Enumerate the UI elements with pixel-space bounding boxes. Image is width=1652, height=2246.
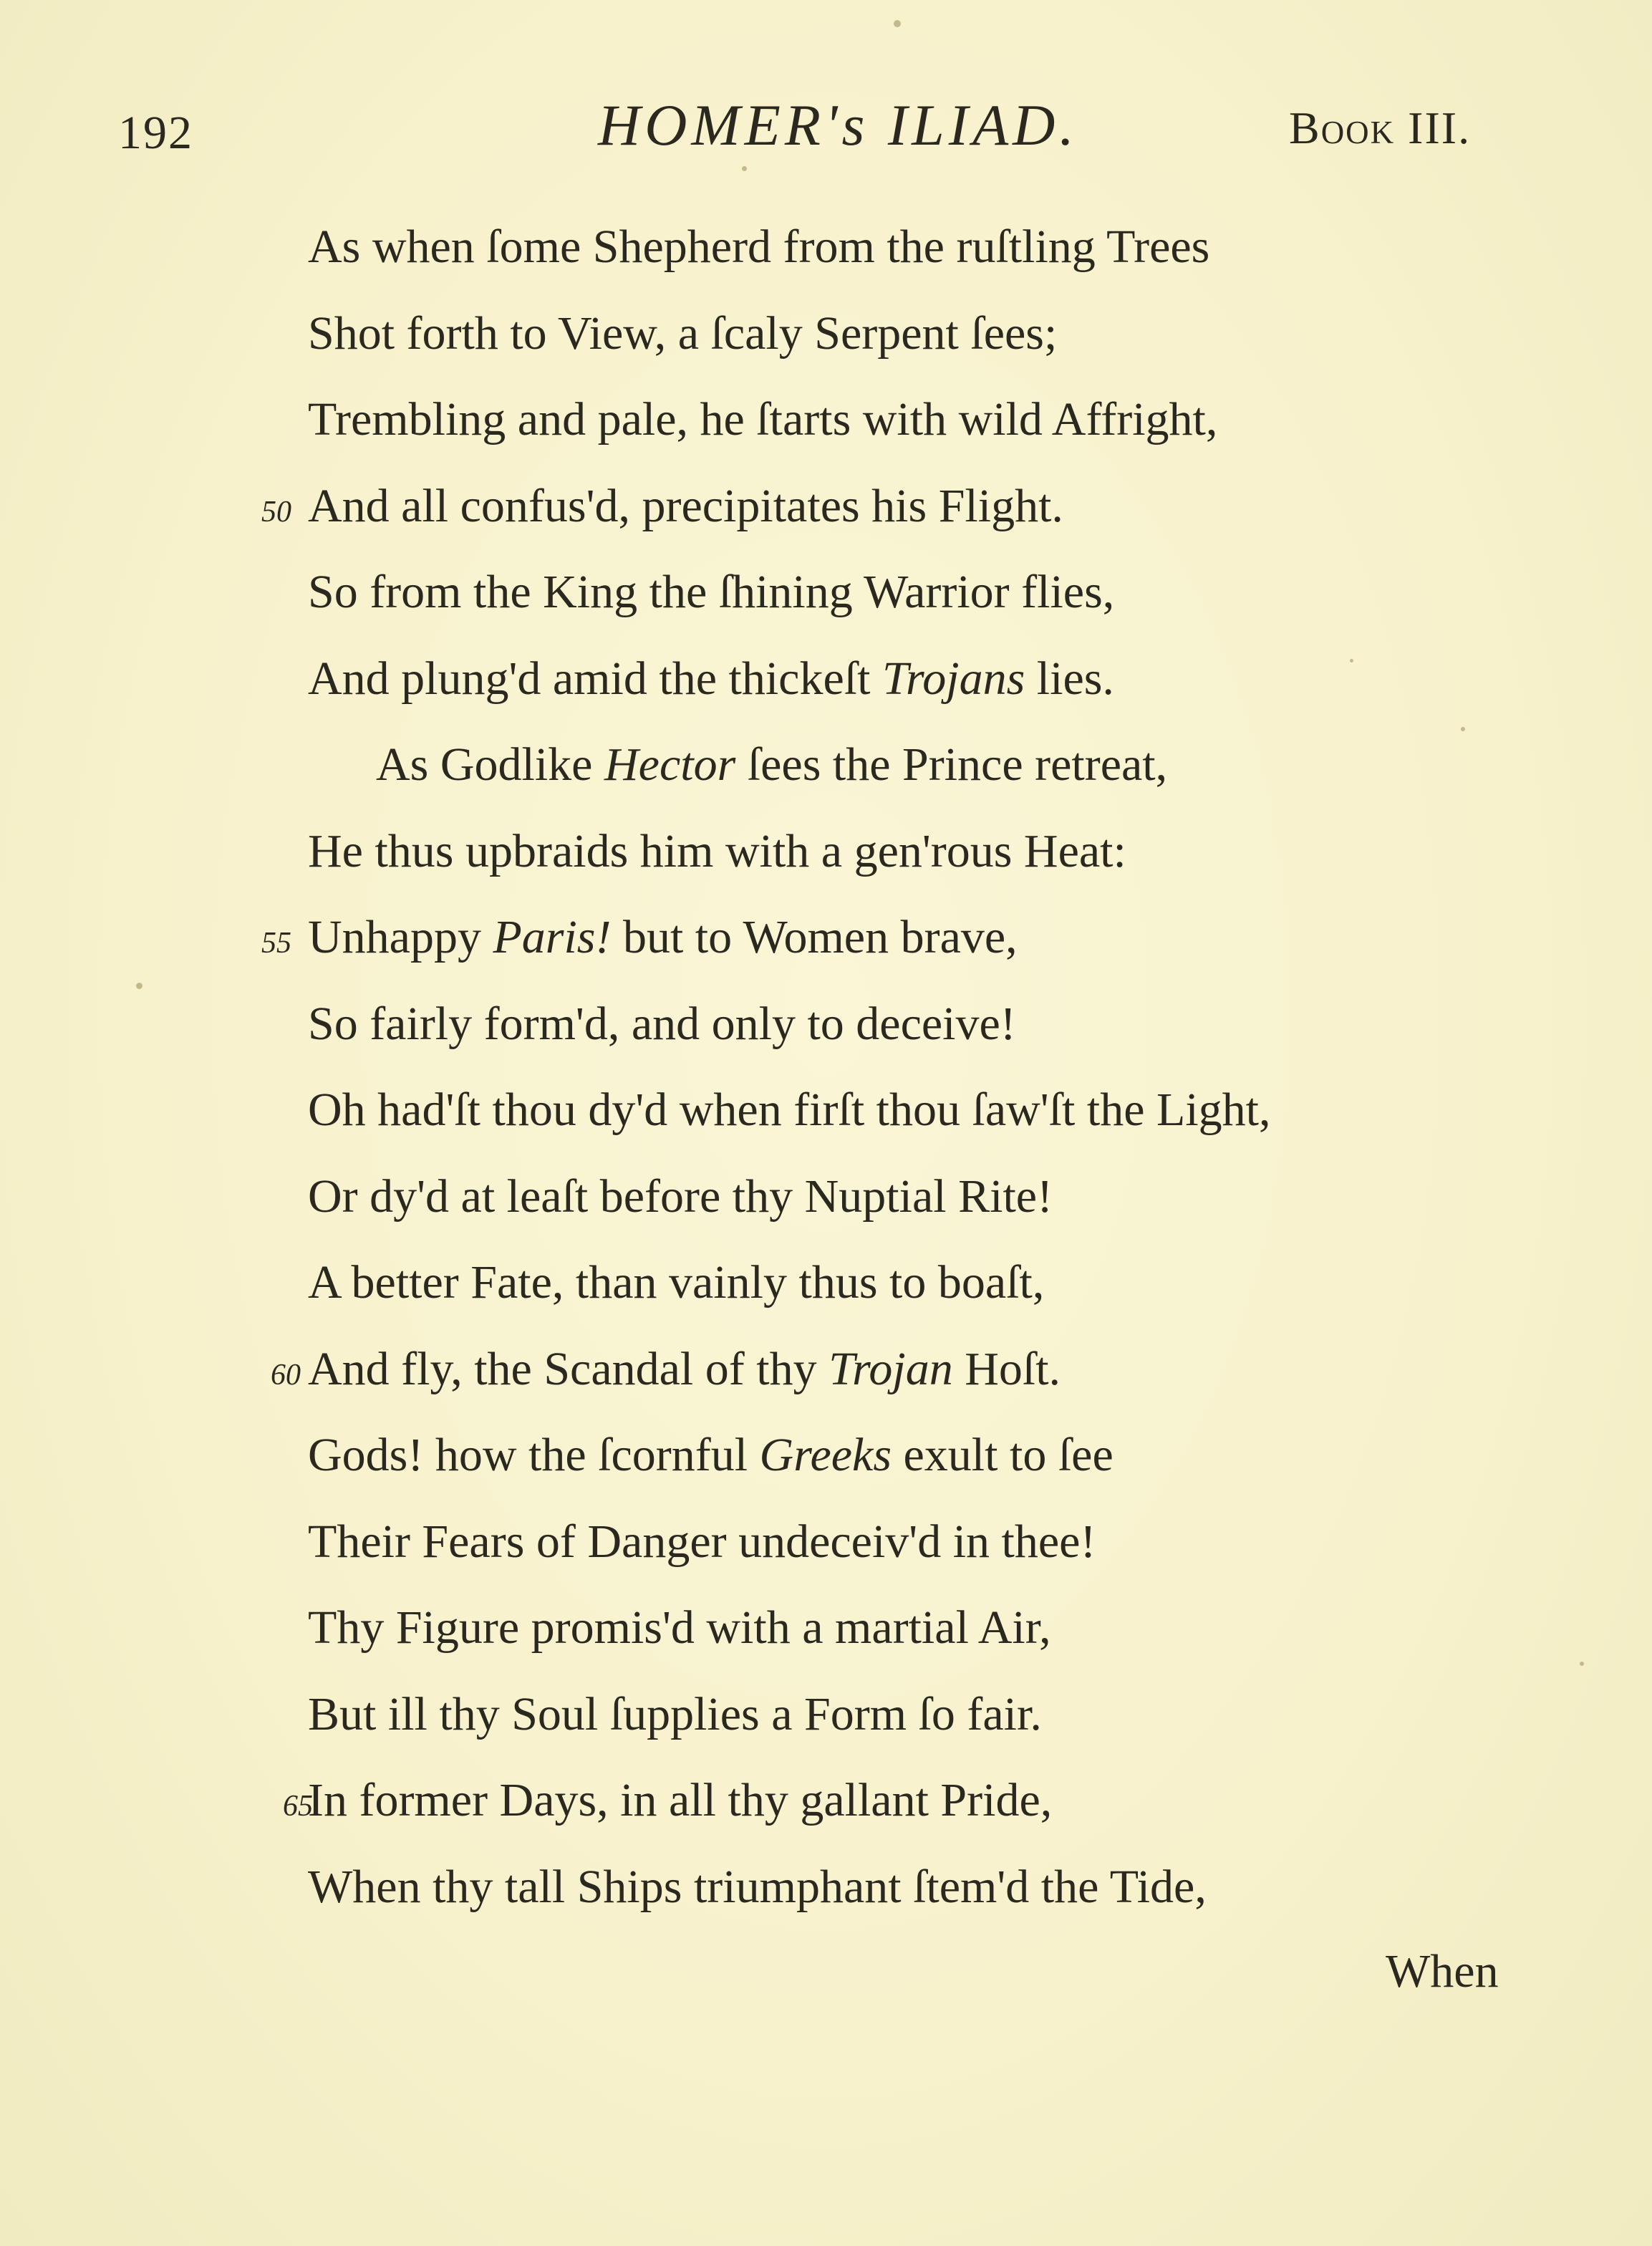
italic-name: Trojans (881, 652, 1025, 705)
verse-segment: And plung'd amid the thickeſt (308, 652, 882, 705)
verse-segment: Or dy'd at leaſt before thy Nuptial Rite! (308, 1170, 1053, 1223)
verse-segment: A better Fate, than vainly thus to boaſt, (308, 1256, 1045, 1308)
verse-line-text (308, 1844, 1207, 1930)
verse-segment: So from the King the ſhining Warrior flies, (308, 566, 1115, 618)
verse-line-text (308, 291, 1057, 377)
verse-line-text (308, 1412, 1114, 1498)
paper-speck (1350, 659, 1353, 662)
paper-speck (742, 166, 747, 171)
verse-line-text (376, 722, 1167, 808)
line-number: 55 (261, 927, 291, 960)
verse-line (0, 1672, 1652, 1758)
verse-line-text (308, 1326, 1061, 1412)
verse-line (0, 291, 1652, 377)
verse-segment: When thy tall Ships triumphant ſtem'd the Tide, (308, 1860, 1207, 1913)
verse-line-text (308, 463, 1063, 549)
verse-segment: In former Days, in all thy gallant Pride, (308, 1774, 1053, 1826)
verse-line (0, 377, 1652, 463)
verse-segment: Shot forth to View, a ſcaly Serpent ſees; (308, 307, 1058, 360)
verse-line-text (308, 1672, 1042, 1758)
verse-line-text (308, 1154, 1053, 1240)
page-header (0, 92, 1652, 170)
poem-text (0, 204, 1652, 1930)
page-number: 192 (118, 107, 193, 159)
verse-line (0, 463, 1652, 550)
verse-segment: Gods! how the ſcornful (308, 1429, 760, 1481)
verse-line-text (308, 377, 1217, 463)
verse-segment: Their Fears of Danger undeceiv'd in thee! (308, 1515, 1096, 1568)
italic-name: Paris! (493, 911, 612, 963)
verse-line (0, 549, 1652, 636)
verse-line (0, 1240, 1652, 1326)
verse-segment: But ill thy Soul ſupplies a Form ſo fair. (308, 1687, 1042, 1740)
verse-segment: As Godlike (376, 738, 604, 791)
catchword: When (1386, 1945, 1499, 1997)
verse-line-text (308, 1758, 1052, 1843)
italic-name: Hector (604, 738, 736, 791)
verse-line (0, 1758, 1652, 1844)
verse-line (0, 895, 1652, 981)
verse-line-text (308, 636, 1114, 722)
verse-line-text (308, 895, 1018, 980)
verse-segment: Oh had'ſt thou dy'd when firſt thou ſaw'ſt the Light, (308, 1084, 1271, 1136)
verse-segment: lies. (1025, 652, 1114, 705)
verse-line (0, 981, 1652, 1068)
verse-line (0, 204, 1652, 291)
paper-speck (1461, 727, 1465, 731)
line-number: 65 (283, 1790, 313, 1823)
verse-segment: Thy Figure promis'd with a martial Air, (308, 1601, 1051, 1654)
paper-speck (1580, 1662, 1584, 1666)
verse-segment: He thus upbraids him with a gen'rous Heat: (308, 824, 1126, 877)
verse-line-text (308, 809, 1126, 895)
verse-segment: Unhappy (308, 911, 493, 963)
verse-line-text (308, 204, 1209, 290)
verse-line (0, 1585, 1652, 1672)
line-number: 50 (261, 495, 291, 529)
paper-speck (894, 20, 901, 27)
verse-segment: And all confus'd, precipitates his Flight. (308, 479, 1063, 532)
verse-line-text (308, 1067, 1271, 1153)
verse-line-text (308, 549, 1114, 635)
verse-line (0, 1154, 1652, 1240)
book-label: Book III. (1289, 102, 1472, 153)
verse-segment: As when ſome Shepherd from the ruſtling Trees (308, 221, 1210, 273)
verse-segment: So fairly form'd, and only to deceive! (308, 997, 1016, 1050)
italic-name: Greeks (759, 1429, 892, 1481)
verse-segment: ſees the Prince retreat, (735, 738, 1168, 791)
verse-line (0, 1067, 1652, 1154)
verse-line-text (308, 1240, 1044, 1326)
verse-line (0, 636, 1652, 723)
verse-line (0, 1499, 1652, 1586)
italic-name: Trojan (829, 1342, 953, 1395)
verse-line (0, 1844, 1652, 1931)
paper-speck (136, 983, 143, 989)
verse-line-text (308, 1585, 1051, 1671)
verse-segment: but to Women brave, (611, 911, 1018, 963)
verse-line-text (308, 1499, 1096, 1585)
verse-line (0, 722, 1652, 809)
verse-segment: Hoſt. (952, 1342, 1061, 1395)
verse-segment: exult to ſee (892, 1429, 1114, 1481)
verse-line (0, 809, 1652, 895)
verse-line (0, 1412, 1652, 1499)
verse-segment: And fly, the Scandal of thy (308, 1342, 829, 1395)
verse-line-text (308, 981, 1016, 1067)
verse-line (0, 1326, 1652, 1413)
line-number: 60 (271, 1358, 301, 1392)
running-title: HOMER's ILIAD. (598, 92, 1078, 158)
verse-segment: Trembling and pale, he ſtarts with wild Affright, (308, 393, 1218, 445)
